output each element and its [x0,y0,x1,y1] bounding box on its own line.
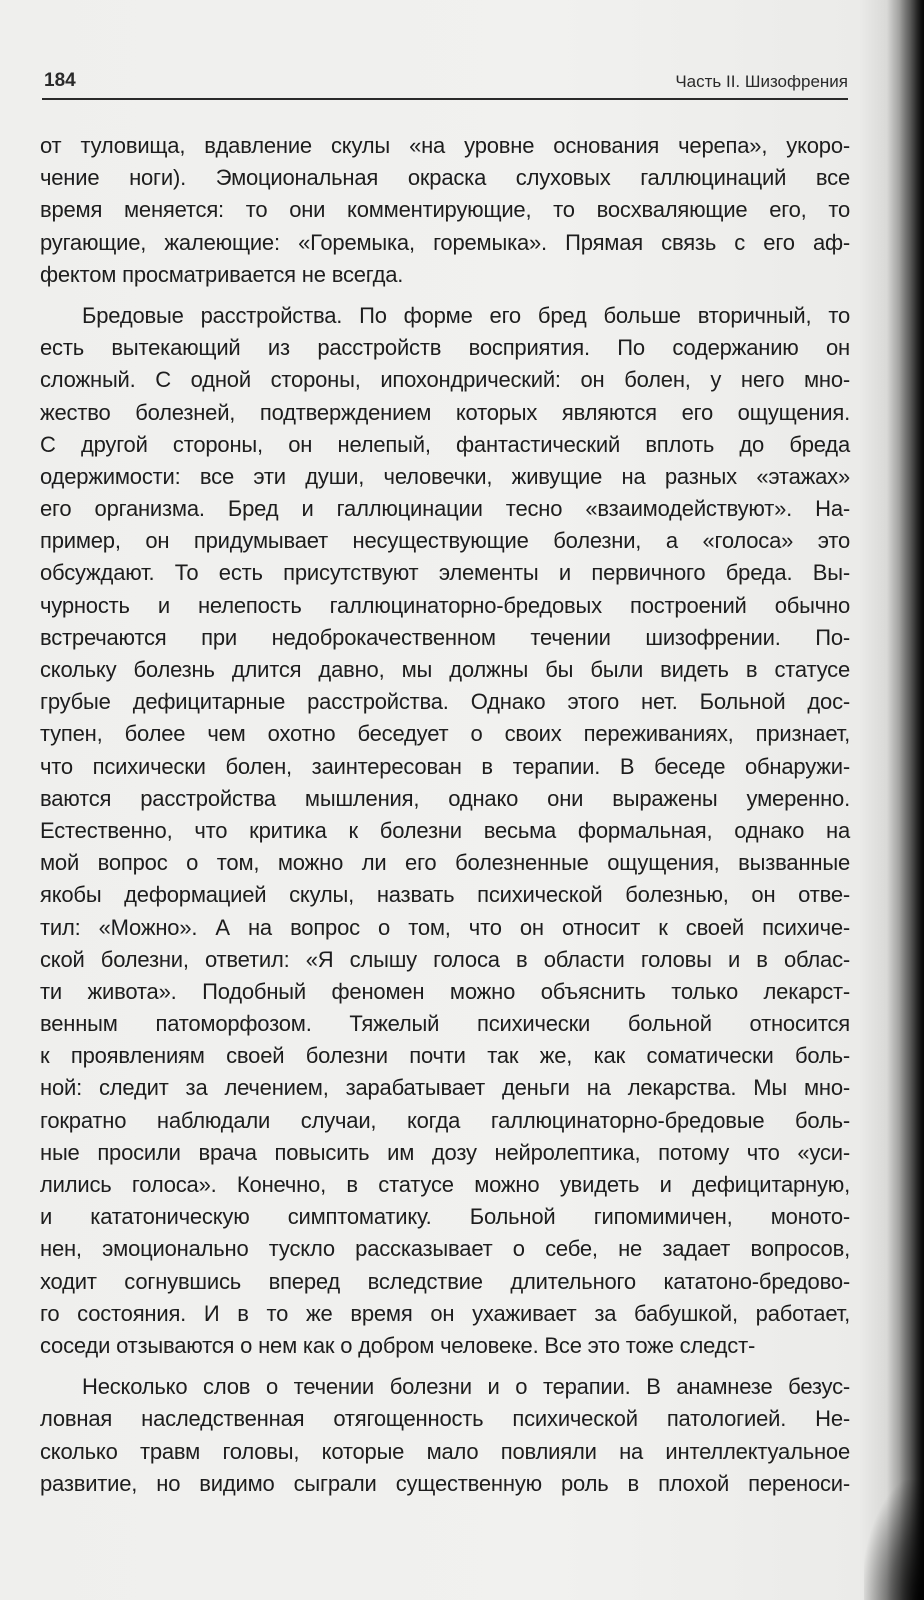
text-line: соседи отзываются о нем как о добром человеке. Все это тоже следст- [40,1332,756,1358]
text-line: венным патоморфозом. Тяжелый психически больной относится [40,1011,850,1037]
running-header [42,70,848,100]
text-line: чурность и нелепость галлюцинаторно-бредовых построений обычно [40,592,850,618]
text-line: гократно наблюдали случаи, когда галлюцинаторно-бредовые боль- [40,1107,850,1133]
text-line: ругающие, жалеющие: «Горемыка, горемыка». Прямая связь с его аф- [40,229,850,255]
text-line: что психически болен, заинтересован в терапии. В беседе обнаружи- [40,753,850,779]
text-line: встречаются при недоброкачественном течении шизофрении. По- [40,624,850,650]
text-line: ти живота». Подобный феномен можно объяснить только лекарст- [40,978,850,1004]
text-line: мой вопрос о том, можно ли его болезненные ощущения, вызванные [40,850,850,876]
text-line: его организма. Бред и галлюцинации тесно «взаимодействуют». На- [40,496,850,522]
text-line: обсуждают. То есть присутствуют элементы и первичного бреда. Вы- [40,560,850,586]
text-line: пример, он придумывает несуществующие болезни, а «голоса» это [40,528,850,554]
paragraph [40,300,850,1362]
text-line: ваются расстройства мышления, однако они выражены умеренно. [40,785,850,811]
text-line: якобы деформацией скулы, назвать психической болезнью, он отве- [40,882,850,908]
text-line: ной: следит за лечением, зарабатывает деньги на лекарства. Мы мно- [40,1075,850,1101]
text-line: ской болезни, ответил: «Я слышу голоса в области головы и в облас- [40,946,850,972]
text-line: Несколько слов о течении болезни и о терапии. В анамнезе безус- [82,1374,850,1400]
text-line: тупен, более чем охотно беседует о своих переживаниях, признает, [40,721,850,747]
text-line: го состояния. И в то же время он ухаживает за бабушкой, работает, [40,1300,850,1326]
paragraph [40,1371,850,1500]
body-text [40,130,850,1500]
text-line: время меняется: то они комментирующие, то восхваляющие его, то [40,197,850,223]
text-line: и кататоническую симптоматику. Больной гипомимичен, моното- [40,1204,850,1230]
text-line: фектом просматривается не всегда. [40,261,404,287]
text-line: ловная наследственная отягощенность психической патологией. Не- [40,1406,850,1432]
text-line: ходит согнувшись вперед вследствие длительного кататоно-бредово- [40,1268,850,1294]
text-line: сколько травм головы, которые мало повлияли на интеллектуальное [40,1438,850,1464]
paragraph [40,130,850,291]
text-line: скольку болезнь длится давно, мы должны бы были видеть в статусе [40,657,850,682]
page-edge-shadow [886,0,924,1600]
running-head-title: Часть II. Шизофрения [675,72,848,91]
text-line: сложный. С одной стороны, ипохондрический: он болен, у него мно- [40,367,850,393]
page-corner-shadow [864,1480,924,1600]
text-line: лились голоса». Конечно, в статусе можно увидеть и дефицитарную, [40,1172,850,1197]
text-line: одержимости: все эти души, человечки, живущие на разных «этажах» [40,463,850,489]
text-line: есть вытекающий из расстройств восприятия. По содержанию он [40,335,850,361]
text-line: от туловища, вдавление скулы «на уровне основания черепа», укоро- [40,133,850,158]
text-line: чение ноги). Эмоциональная окраска слуховых галлюцинаций все [40,165,850,191]
text-line: Бредовые расстройства. По форме его бред больше вторичный, то [82,302,850,328]
text-line: Естественно, что критика к болезни весьма формальная, однако на [40,817,850,843]
text-line: жество болезней, подтверждением которых являются его ощущения. [40,399,850,425]
text-line: тил: «Можно». А на вопрос о том, что он относит к своей психиче- [40,914,850,940]
text-line: С другой стороны, он нелепый, фантастический вплоть до бреда [40,431,850,457]
page-number: 184 [44,70,76,91]
text-line: нен, эмоционально тускло рассказывает о себе, не задает вопросов, [40,1236,850,1262]
text-line: ные просили врача повысить им дозу нейролептика, потому что «уси- [40,1139,850,1165]
text-line: развитие, но видимо сыграли существенную роль в плохой переноси- [40,1470,850,1496]
text-line: к проявлениям своей болезни почти так же, как соматически боль- [40,1043,850,1069]
text-line: грубые дефицитарные расстройства. Однако этого нет. Больной дос- [40,689,850,715]
